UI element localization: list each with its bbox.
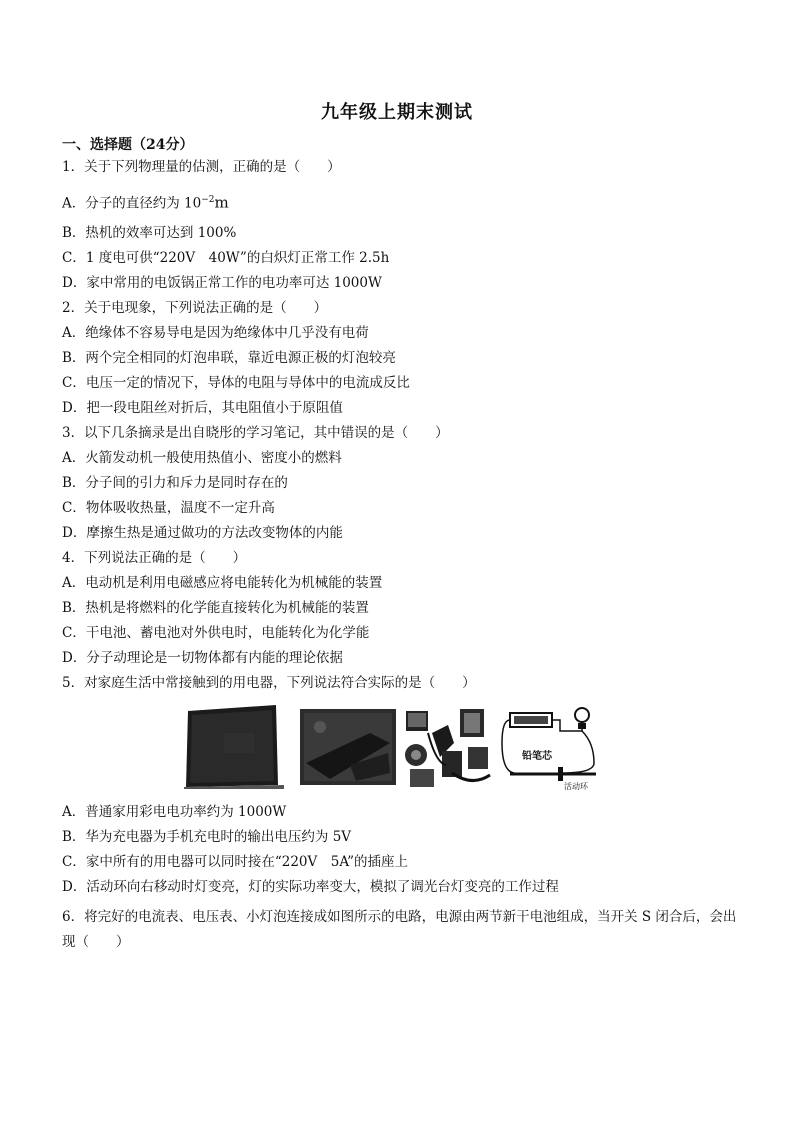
q2-option-d: D．把一段电阻丝对折后，其电阻值小于原阻值 — [62, 400, 343, 416]
q1-option-b: B．热机的效率可达到 100% — [62, 225, 237, 241]
q4-option-a: A．电动机是利用电磁感应将电能转化为机械能的装置 — [62, 575, 383, 591]
q1-option-d: D．家中常用的电饭锅正常工作的电功率可达 1000W — [62, 275, 382, 291]
q4-stem: 4．下列说法正确的是（ ） — [62, 550, 247, 566]
q5-option-c: C．家中所有的用电器可以同时接在“220V 5A”的插座上 — [62, 854, 409, 870]
q4-option-d: D．分子动理论是一切物体都有内能的理论依据 — [62, 650, 343, 666]
q2-option-b: B．两个完全相同的灯泡串联，靠近电源正极的灯泡较亮 — [62, 350, 396, 366]
q5-figure-row — [184, 703, 600, 793]
q1-option-a — [62, 191, 229, 213]
q5-option-b: B．华为充电器为手机充电时的输出电压约为 5V — [62, 829, 352, 845]
q3-option-c: C．物体吸收热量，温度不一定升高 — [62, 500, 275, 516]
q2-stem: 2．关于电现象，下列说法正确的是（ ） — [62, 300, 328, 316]
pencil-lead-label: 铅笔芯 — [522, 751, 552, 762]
q1-option-c: C．1 度电可供“220V 40W”的白炽灯正常工作 2.5h — [62, 250, 390, 266]
q1-option-a-exponent: −2 — [201, 195, 215, 205]
movable-ring-label: 活动环 — [564, 782, 588, 791]
page-title: 九年级上期末测试 — [321, 102, 473, 123]
q3-stem: 3．以下几条摘录是出自晓彤的学习笔记，其中错误的是（ ） — [62, 425, 449, 441]
q2-option-c: C．电压一定的情况下，导体的电阻与导体中的电流成反比 — [62, 375, 410, 391]
q4-option-b: B．热机是将燃料的化学能直接转化为机械能的装置 — [62, 600, 369, 616]
appliances-image — [402, 703, 494, 789]
q1-stem: 1．关于下列物理量的估测，正确的是（ ） — [62, 159, 341, 175]
q1-option-a-unit: m — [214, 193, 229, 212]
tv-image — [184, 703, 284, 789]
q5-option-a: A．普通家用彩电电功率约为 1000W — [62, 804, 287, 820]
q3-option-b: B．分子间的引力和斥力是同时存在的 — [62, 475, 288, 491]
q2-option-a: A．绝缘体不容易导电是因为绝缘体中几乎没有电荷 — [62, 325, 369, 341]
q5-stem: 5．对家庭生活中常接触到的用电器，下列说法符合实际的是（ ） — [62, 675, 476, 691]
phone-charger-image — [300, 703, 396, 787]
q5-option-d: D．活动环向右移动时灯变亮，灯的实际功率变大，模拟了调光台灯变亮的工作过程 — [62, 879, 559, 895]
q3-option-d: D．摩擦生热是通过做功的方法改变物体的内能 — [62, 525, 343, 541]
q6-stem: 6．将完好的电流表、电压表、小灯泡连接成如图所示的电路，电源由两节新干电池组成，当开关 S 闭合后，会出现（ ） — [62, 909, 737, 950]
q1-option-a-text: A．分子的直径约为 10 — [62, 195, 202, 212]
q4-option-c: C．干电池、蓄电池对外供电时，电能转化为化学能 — [62, 625, 370, 641]
q3-option-a: A．火箭发动机一般使用热值小、密度小的燃料 — [62, 450, 342, 466]
section-heading: 一、选择题（24分） — [62, 137, 194, 153]
